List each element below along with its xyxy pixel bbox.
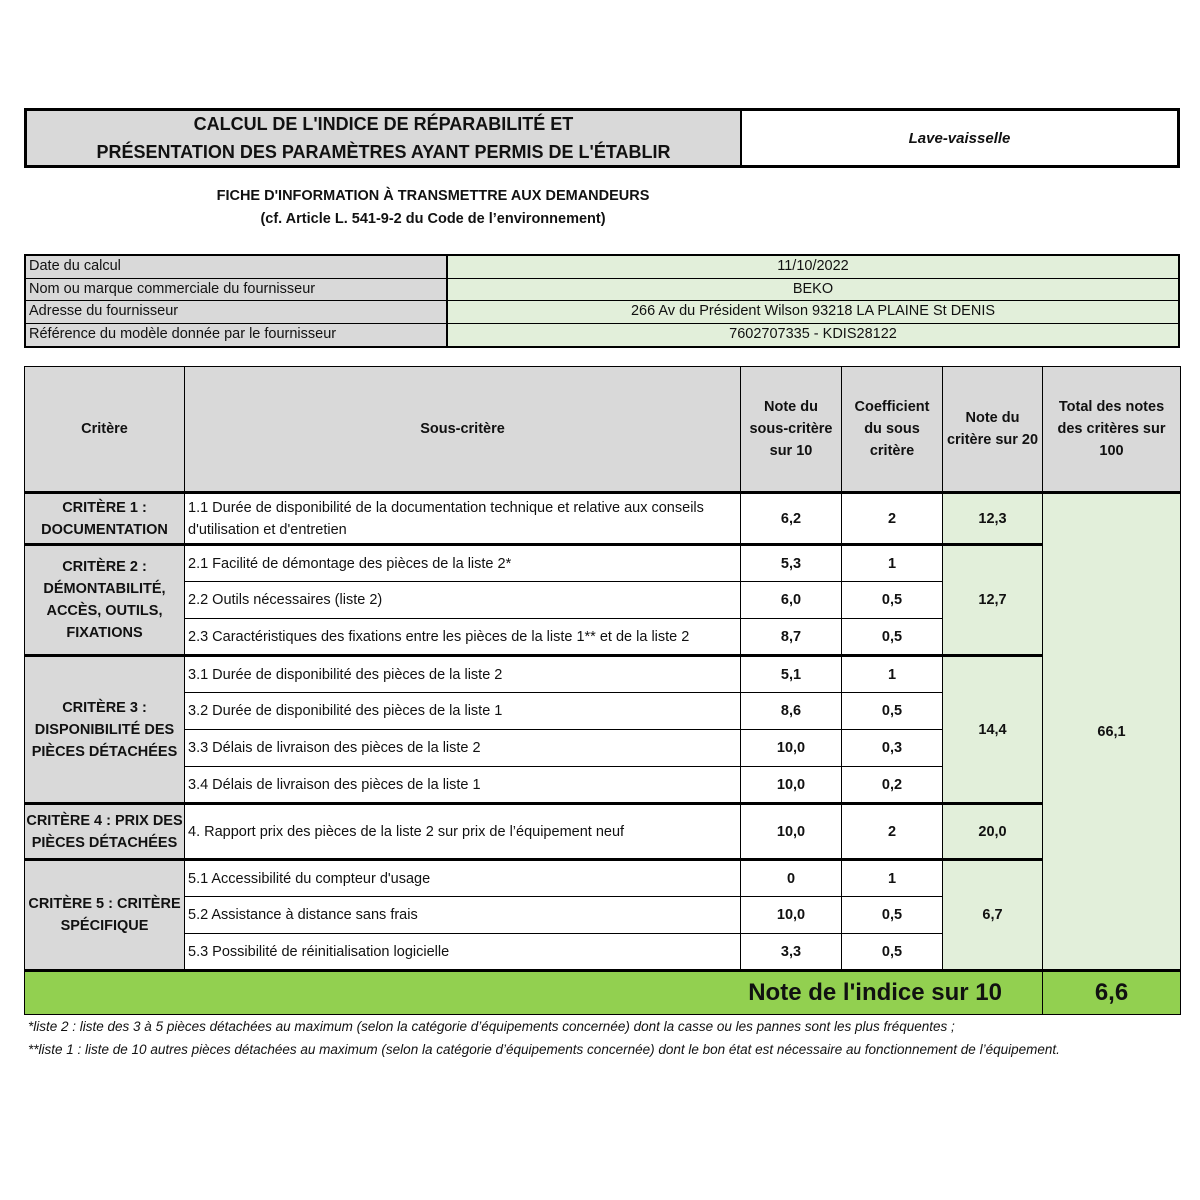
index-value: 6,6 xyxy=(1043,971,1181,1015)
header-note-sous-critere: Note du sous-critère sur 10 xyxy=(741,367,842,493)
table-row xyxy=(25,545,1181,582)
criterion-2-score: 12,7 xyxy=(943,545,1043,656)
title-line-2: PRÉSENTATION DES PARAMÈTRES AYANT PERMIS DE L'ÉTABLIR xyxy=(96,142,671,162)
info-value: 266 Av du Président Wilson 93218 LA PLAINE St DENIS xyxy=(448,301,1178,323)
info-label: Date du calcul xyxy=(26,256,448,278)
supplier-info-table xyxy=(24,254,1180,348)
table-header-row xyxy=(25,367,1181,493)
document-title xyxy=(27,111,742,165)
criterion-2-name: CRITÈRE 2 : DÉMONTABILITÉ, ACCÈS, OUTILS, FIXATIONS xyxy=(25,545,185,656)
sub-criterion-label: 3.3 Délais de livraison des pièces de la liste 2 xyxy=(185,730,741,767)
sub-criterion-label: 3.4 Délais de livraison des pièces de la liste 1 xyxy=(185,767,741,804)
sub-criterion-note: 6,0 xyxy=(741,582,842,619)
criterion-1-name: CRITÈRE 1 : DOCUMENTATION xyxy=(25,493,185,545)
footnote-liste-1: **liste 1 : liste de 10 autres pièces détachées au maximum (selon la catégorie d’équipements concernée) dont le bon état est nécessaire au fonctionnement de l’équipement. xyxy=(28,1042,1060,1057)
sub-criterion-label: 5.2 Assistance à distance sans frais xyxy=(185,897,741,934)
sub-criterion-label: 5.1 Accessibilité du compteur d'usage xyxy=(185,860,741,897)
index-row xyxy=(25,971,1181,1015)
sub-criterion-coef: 0,5 xyxy=(842,897,943,934)
header-note-critere: Note du critère sur 20 xyxy=(943,367,1043,493)
footnote-liste-2: *liste 2 : liste des 3 à 5 pièces détachées au maximum (selon la catégorie d’équipements concernée) dont la casse ou les pannes sont les plus fréquentes ; xyxy=(28,1019,955,1034)
sub-criterion-coef: 0,2 xyxy=(842,767,943,804)
sub-criterion-coef: 1 xyxy=(842,545,943,582)
sub-criterion-note: 10,0 xyxy=(741,897,842,934)
criterion-5-score: 6,7 xyxy=(943,860,1043,971)
title-line-1: CALCUL DE L'INDICE DE RÉPARABILITÉ ET xyxy=(193,114,574,134)
table-row xyxy=(25,860,1181,897)
total-score: 66,1 xyxy=(1043,493,1181,971)
sub-criterion-coef: 1 xyxy=(842,860,943,897)
sub-criterion-label: 2.3 Caractéristiques des fixations entre les pièces de la liste 1** et de la liste 2 xyxy=(185,619,741,656)
info-value: 7602707335 - KDIS28122 xyxy=(448,324,1178,347)
info-value: 11/10/2022 xyxy=(448,256,1178,278)
sub-criterion-coef: 0,5 xyxy=(842,582,943,619)
criterion-4-name: CRITÈRE 4 : PRIX DES PIÈCES DÉTACHÉES xyxy=(25,804,185,860)
info-row xyxy=(26,324,1178,347)
sub-criterion-label: 5.3 Possibilité de réinitialisation logicielle xyxy=(185,934,741,971)
info-value: BEKO xyxy=(448,279,1178,301)
table-row xyxy=(25,804,1181,860)
sub-criterion-note: 5,1 xyxy=(741,656,842,693)
sub-criterion-coef: 0,3 xyxy=(842,730,943,767)
criterion-4-score: 20,0 xyxy=(943,804,1043,860)
subtitle-line-2: (cf. Article L. 541-9-2 du Code de l’environnement) xyxy=(260,211,606,227)
criterion-5-name: CRITÈRE 5 : CRITÈRE SPÉCIFIQUE xyxy=(25,860,185,971)
sub-criterion-coef: 1 xyxy=(842,656,943,693)
product-category: Lave-vaisselle xyxy=(908,129,1011,147)
table-row xyxy=(25,656,1181,693)
header-coefficient: Coefficient du sous critère xyxy=(842,367,943,493)
info-row xyxy=(26,279,1178,302)
sub-criterion-note: 5,3 xyxy=(741,545,842,582)
sub-criterion-note: 10,0 xyxy=(741,804,842,860)
info-row xyxy=(26,256,1178,279)
index-label: Note de l'indice sur 10 xyxy=(25,971,1043,1015)
repairability-table xyxy=(24,366,1181,1015)
sub-criterion-label: 3.2 Durée de disponibilité des pièces de la liste 1 xyxy=(185,693,741,730)
sub-criterion-coef: 2 xyxy=(842,804,943,860)
sub-criterion-note: 6,2 xyxy=(741,493,842,545)
sub-criterion-label: 2.2 Outils nécessaires (liste 2) xyxy=(185,582,741,619)
sub-criterion-note: 0 xyxy=(741,860,842,897)
sub-criterion-coef: 0,5 xyxy=(842,693,943,730)
sub-criterion-note: 8,6 xyxy=(741,693,842,730)
sub-criterion-label: 3.1 Durée de disponibilité des pièces de la liste 2 xyxy=(185,656,741,693)
sub-criterion-coef: 0,5 xyxy=(842,934,943,971)
sub-criterion-label: 2.1 Facilité de démontage des pièces de la liste 2* xyxy=(185,545,741,582)
header-sous-critere: Sous-critère xyxy=(185,367,741,493)
subtitle-line-1: FICHE D'INFORMATION À TRANSMETTRE AUX DEMANDEURS xyxy=(216,188,650,204)
sub-criterion-label: 4. Rapport prix des pièces de la liste 2 sur prix de l’équipement neuf xyxy=(185,804,741,860)
info-label: Référence du modèle donnée par le fournisseur xyxy=(26,324,448,347)
info-label: Adresse du fournisseur xyxy=(26,301,448,323)
sub-criterion-coef: 2 xyxy=(842,493,943,545)
header-total: Total des notes des critères sur 100 xyxy=(1043,367,1181,493)
criterion-3-name: CRITÈRE 3 : DISPONIBILITÉ DES PIÈCES DÉTACHÉES xyxy=(25,656,185,804)
header-critere: Critère xyxy=(25,367,185,493)
sub-criterion-note: 3,3 xyxy=(741,934,842,971)
sub-criterion-coef: 0,5 xyxy=(842,619,943,656)
sub-criterion-note: 10,0 xyxy=(741,767,842,804)
sub-criterion-label: 1.1 Durée de disponibilité de la documentation technique et relative aux conseils d'utilisation et d'entretien xyxy=(185,493,741,545)
sub-criterion-note: 8,7 xyxy=(741,619,842,656)
criterion-1-score: 12,3 xyxy=(943,493,1043,545)
document-header xyxy=(24,108,1180,168)
table-row xyxy=(25,493,1181,545)
info-row xyxy=(26,301,1178,324)
info-label: Nom ou marque commerciale du fournisseur xyxy=(26,279,448,301)
criterion-3-score: 14,4 xyxy=(943,656,1043,804)
sub-criterion-note: 10,0 xyxy=(741,730,842,767)
